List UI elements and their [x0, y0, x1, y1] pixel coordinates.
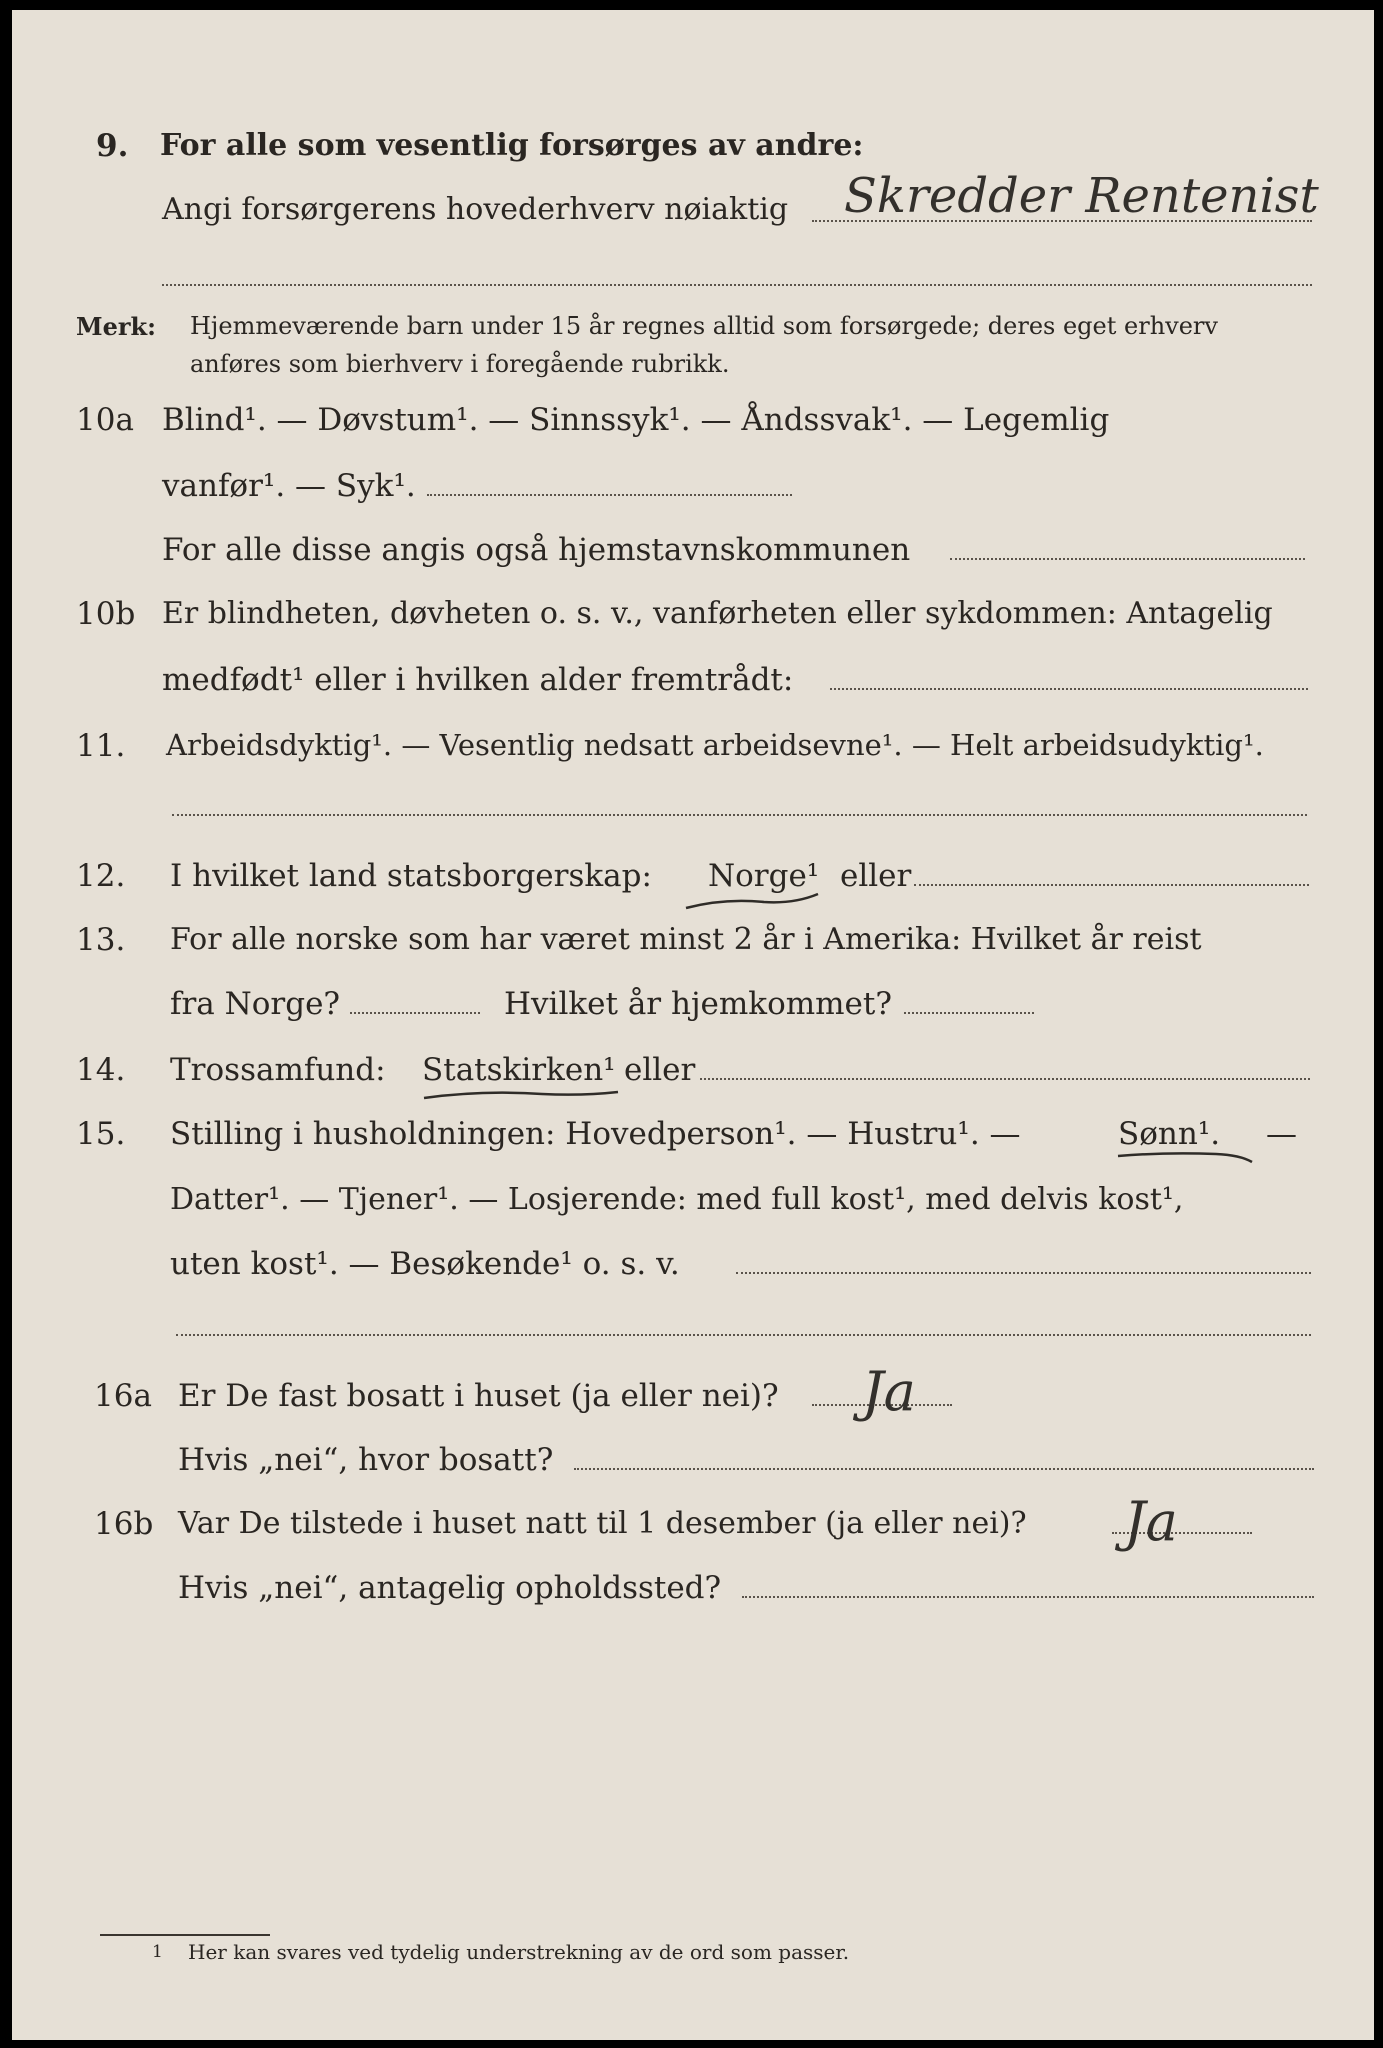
- q10a-line-1: Blind¹. — Døvstum¹. — Sinnssyk¹. — Åndssvak¹. — Legemlig: [162, 402, 1110, 438]
- q10a-line-3: For alle disse angis også hjemstavnskommunen: [162, 532, 911, 568]
- q10a-number: 10a: [76, 402, 134, 438]
- q15-line-3: uten kost¹. — Besøkende¹ o. s. v.: [170, 1246, 680, 1282]
- q16a-question: Er De fast bosatt i huset (ja eller nei)?: [178, 1378, 779, 1414]
- q13-number: 13.: [76, 922, 126, 958]
- q16b-question: Var De tilstede i huset natt til 1 desember (ja eller nei)?: [178, 1506, 1027, 1541]
- q12-answer-line: [914, 884, 1309, 886]
- q14-number: 14.: [76, 1052, 126, 1088]
- q13-line-1: For alle norske som har været minst 2 år i Amerika: Hvilket år reist: [170, 922, 1202, 957]
- q11-number: 11.: [76, 728, 126, 764]
- q15-line-1a: Stilling i husholdningen: Hovedperson¹. — Hustru¹. —: [170, 1116, 1021, 1152]
- q9-handwritten-answer: Skredder Rentenist: [844, 168, 1319, 224]
- q14-statskirken: Statskirken¹: [422, 1052, 616, 1088]
- q15-answer-line: [736, 1272, 1311, 1274]
- q12-norge: Norge¹: [708, 858, 820, 894]
- q15-number: 15.: [76, 1116, 126, 1152]
- q13-hjemkommet-line: [904, 1012, 1034, 1014]
- q12-norge-underline: [684, 890, 824, 914]
- q16a-handwritten-answer: Ja: [862, 1360, 916, 1423]
- q15-sonn-underline: [1116, 1148, 1256, 1166]
- q10a-syk-line: [427, 494, 792, 496]
- q12-eller: eller: [840, 858, 912, 894]
- q14-eller: eller: [624, 1052, 696, 1088]
- q11-answer-line: [172, 814, 1307, 816]
- q15-sonn: Sønn¹.: [1118, 1116, 1221, 1152]
- q9-extra-line: [162, 284, 1312, 286]
- q9-heading: For alle som vesentlig forsørges av andre:: [160, 128, 864, 163]
- q13-line-2b: Hvilket år hjemkommet?: [504, 986, 892, 1022]
- q13-reist-line: [350, 1012, 480, 1014]
- q10a-kommune-line: [950, 558, 1305, 560]
- q10b-answer-line: [830, 688, 1308, 690]
- merk-label: Merk:: [76, 312, 156, 341]
- q12-question: I hvilket land statsborgerskap:: [170, 858, 652, 894]
- q15-line-2: Datter¹. — Tjener¹. — Losjerende: med full kost¹, med delvis kost¹,: [170, 1182, 1184, 1217]
- q16b-opholdssted-line: [742, 1596, 1314, 1598]
- q15-extra-line: [176, 1334, 1311, 1336]
- q16a-number: 16a: [94, 1378, 152, 1414]
- merk-line-2: anføres som bierhverv i foregående rubrikk.: [190, 350, 730, 378]
- footnote-text: Her kan svares ved tydelig understrekning av de ord som passer.: [188, 1940, 850, 1964]
- q10a-line-2: vanfør¹. — Syk¹.: [162, 468, 416, 504]
- footnote-rule: [100, 1934, 270, 1936]
- q10b-number: 10b: [76, 596, 136, 632]
- q13-line-2a: fra Norge?: [170, 986, 341, 1022]
- q10b-line-2: medfødt¹ eller i hvilken alder fremtrådt:: [162, 662, 794, 698]
- footnote-mark: 1: [152, 1942, 163, 1962]
- q15-line-1c: —: [1266, 1116, 1297, 1152]
- q11-line-1: Arbeidsdyktig¹. — Vesentlig nedsatt arbeidsevne¹. — Helt arbeidsudyktig¹.: [166, 728, 1264, 762]
- q10b-line-1: Er blindheten, døvheten o. s. v., vanførheten eller sykdommen: Antagelig: [162, 596, 1273, 631]
- q9-question: Angi forsørgerens hovederhverv nøiaktig: [162, 192, 789, 227]
- q16a-bosatt-line: [574, 1468, 1314, 1470]
- q14-question: Trossamfund:: [170, 1052, 386, 1088]
- q14-answer-line: [700, 1078, 1310, 1080]
- q16a-line-2: Hvis „nei“, hvor bosatt?: [178, 1442, 554, 1478]
- q16b-line-2: Hvis „nei“, antagelig opholdssted?: [178, 1570, 722, 1606]
- q16b-number: 16b: [94, 1506, 154, 1542]
- q14-statskirken-underline: [422, 1086, 622, 1106]
- merk-line-1: Hjemmeværende barn under 15 år regnes alltid som forsørgede; deres eget erhverv: [190, 312, 1218, 340]
- q12-number: 12.: [76, 858, 126, 894]
- q16b-handwritten-answer: Ja: [1124, 1490, 1178, 1553]
- q9-number: 9.: [96, 128, 129, 164]
- census-form-page: [12, 10, 1374, 2040]
